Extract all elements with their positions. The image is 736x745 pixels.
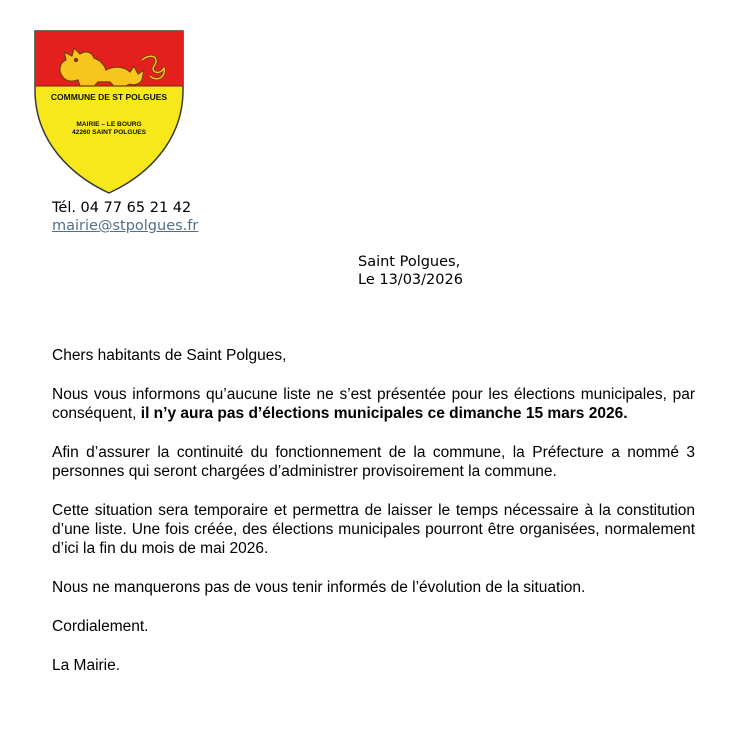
coat-of-arms-shield <box>34 30 184 194</box>
prefecture-line2: personnes qui seront chargées d’administrer provisoirement la commune. <box>52 463 557 480</box>
announcement-bold: il n’y aura pas d’élections municipales ce dimanche 15 mars 2026. <box>140 405 628 422</box>
salutation: Chers habitants de Saint Polgues, <box>52 347 287 364</box>
signature: La Mairie. <box>52 657 121 674</box>
paragraph-temporary <box>52 501 695 558</box>
temporary-line2: d’une liste. Une fois créée, des élections municipales pourront être organisées, normalement <box>52 521 695 538</box>
crest-address-line2: 42260 SAINT POLGUES <box>71 129 147 136</box>
crest-address-line1: MAIRIE – LE BOURG <box>76 121 142 128</box>
temporary-line3: d’ici la fin du mois de mai 2026. <box>52 540 269 557</box>
email-link[interactable]: mairie@stpolgues.fr <box>52 218 199 234</box>
paragraph-announcement <box>52 385 695 423</box>
date: Le 13/03/2026 <box>358 272 463 288</box>
closing: Cordialement. <box>52 618 149 635</box>
place: Saint Polgues, <box>358 254 461 270</box>
contact-block <box>52 199 198 235</box>
paragraph-updates: Nous ne manquerons pas de vous tenir informés de l’évolution de la situation. <box>52 579 586 596</box>
place-and-date <box>358 253 463 289</box>
paragraph-prefecture <box>52 443 695 481</box>
temporary-line1: Cette situation sera temporaire et permettra de laisser le temps nécessaire à la constitution <box>52 502 695 519</box>
announcement-line1: Nous vous informons qu’aucune liste ne s’est présentée pour les élections municipales, par <box>52 386 695 403</box>
announcement-line2: conséquent, <box>52 405 141 422</box>
crest-address <box>34 121 184 137</box>
prefecture-line1: Afin d’assurer la continuité du fonctionnement de la commune, la Préfecture a nommé 3 <box>52 444 695 461</box>
letter-body <box>52 346 695 675</box>
phone-number: Tél. 04 77 65 21 42 <box>52 200 192 216</box>
crest-commune-name: COMMUNE DE ST POLGUES <box>50 92 168 102</box>
